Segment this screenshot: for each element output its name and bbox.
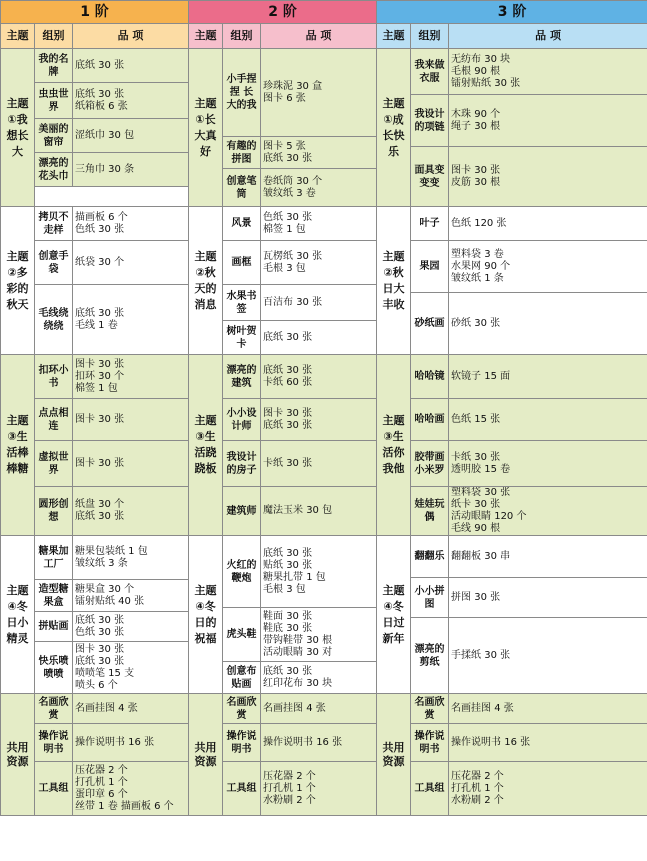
items-cell [449,95,647,147]
items-cell [449,147,647,207]
item-line: 操作说明书 16 张 [75,736,155,748]
theme-cell: 主题①我想长大 [1,49,35,207]
item-line: 打孔机 1 个 [451,782,504,794]
group-cell: 毛线绕绕绕 [35,285,73,355]
item-line: 色纸 30 张 [263,211,313,223]
item-line: 打孔机 1 个 [263,782,316,794]
item-line: 木珠 90 个 [451,108,501,120]
group-cell: 扣环小书 [35,355,73,399]
item-line: 图卡 30 张 [75,358,125,370]
item-line: 毛线 90 根 [451,523,501,534]
group-cell: 快乐喷喷喷 [35,642,73,694]
group-cell: 叶子 [411,207,449,241]
group-cell: 娃娃玩偶 [411,487,449,536]
item-line: 皮筋 30 根 [451,176,501,188]
item-line: 水粉刷 2 个 [451,794,504,806]
col-group: 组别 [35,24,73,49]
group-cell: 面具变变变 [411,147,449,207]
item-line: 活动眼睛 120 个 [451,511,527,522]
group-cell: 名画欣赏 [223,694,261,724]
item-line: 底纸 30 张 [75,307,125,319]
item-line: 涩纸巾 30 包 [75,129,135,141]
item-line: 图卡 5 张 [263,140,306,152]
items-cell [449,207,647,241]
item-line: 图卡 30 张 [75,643,125,655]
items-cell [449,694,647,724]
item-line: 底纸 30 张 [263,547,313,559]
theme-cell: 主题②多彩的秋天 [1,207,35,355]
item-line: 操作说明书 16 张 [263,736,343,748]
items-cell [449,355,647,399]
group-cell: 糖果加工厂 [35,536,73,580]
item-line: 毛根 90 根 [451,65,501,77]
group-cell: 拷贝不走样 [35,207,73,241]
item-line: 色纸 120 张 [451,217,507,229]
group-cell: 哈哈画 [411,399,449,441]
item-line: 色纸 15 张 [451,413,501,425]
group-cell: 圆形创想 [35,487,73,536]
item-line: 红印花布 30 块 [263,677,333,689]
items-cell [73,83,189,119]
item-line: 塑料袋 30 张 [451,487,511,498]
items-cell [73,580,189,612]
items-cell [261,441,377,487]
item-line: 图卡 30 张 [451,164,501,176]
item-line: 喷头 6 个 [75,679,118,691]
group-cell: 虫虫世界 [35,83,73,119]
item-line: 皱纹纸 1 条 [451,272,504,284]
items-cell [449,618,647,694]
theme-cell: 主题②秋日大丰收 [377,207,411,355]
item-line: 底纸 30 张 [75,511,125,522]
item-line: 翻翻板 30 串 [451,550,511,562]
items-cell [261,207,377,241]
item-line: 压花器 2 个 [263,770,316,782]
level-3-header: 3 阶 [377,1,647,24]
col-items: 品 项 [261,24,377,49]
group-cell: 漂亮的花头巾 [35,153,73,187]
group-cell: 工具组 [223,762,261,816]
item-line: 纸卡 30 张 [451,499,501,510]
item-line: 毛线 1 卷 [75,319,118,331]
col-items: 品 项 [73,24,189,49]
items-cell [449,487,647,536]
items-cell [449,49,647,95]
item-line: 纸箱板 6 张 [75,100,128,112]
group-cell: 胶带画小米罗 [411,441,449,487]
group-cell: 水果书签 [223,285,261,321]
item-line: 皱纹纸 3 条 [75,557,128,569]
col-theme: 主题 [377,24,411,49]
items-cell [73,285,189,355]
theme-cell: 共用资源 [377,694,411,816]
item-line: 塑料袋 3 卷 [451,248,504,260]
item-line: 卡纸 30 张 [451,451,501,463]
group-cell: 名画欣赏 [411,694,449,724]
items-cell [73,49,189,83]
items-cell [261,724,377,762]
items-cell [261,137,377,169]
item-line: 带钩鞋带 30 根 [263,634,333,646]
items-cell [261,169,377,207]
group-cell: 我来做衣服 [411,49,449,95]
level-1-header: 1 阶 [1,1,189,24]
item-line: 卡纸 60 张 [263,376,313,388]
group-cell: 创意布贴画 [223,662,261,694]
item-line: 贴纸 30 张 [263,559,313,571]
item-line: 百洁布 30 张 [263,296,323,308]
group-cell: 砂纸画 [411,293,449,355]
item-line: 透明胶 15 卷 [451,463,511,475]
items-cell [449,441,647,487]
item-line: 描画板 6 个 [75,211,128,223]
item-line: 镭射贴纸 40 张 [75,595,145,607]
items-cell [73,207,189,241]
group-cell: 小小拼图 [411,578,449,618]
item-line: 珍珠泥 30 盒 [263,80,323,92]
group-cell: 小手捏捏 长大的我 [223,49,261,137]
group-cell: 操作说明书 [223,724,261,762]
item-line: 压花器 2 个 [75,764,128,776]
item-line: 底纸 30 张 [263,331,313,343]
group-cell: 拼贴画 [35,612,73,642]
group-cell: 火红的鞭炮 [223,536,261,608]
group-cell: 创意手袋 [35,241,73,285]
items-cell [261,662,377,694]
items-cell [449,762,647,816]
item-line: 卡纸 30 张 [263,457,313,469]
group-cell: 有趣的拼图 [223,137,261,169]
items-cell [449,578,647,618]
items-cell [261,399,377,441]
items-cell [261,49,377,137]
col-group: 组别 [223,24,261,49]
item-line: 丝带 1 卷 描画板 6 个 [75,800,174,812]
item-line: 无纺布 30 块 [451,53,511,65]
item-line: 糖果扎带 1 包 [263,571,326,583]
group-cell: 小小设计师 [223,399,261,441]
theme-cell: 主题④冬日的祝福 [189,536,223,694]
item-line: 鞋底 30 张 [263,622,313,634]
items-cell [73,355,189,399]
item-line: 卷纸筒 30 个 [263,175,323,187]
level-2-header: 2 阶 [189,1,377,24]
theme-cell: 主题③生活跷跷板 [189,355,223,536]
item-line: 手揉纸 30 张 [451,649,511,661]
theme-cell: 主题④冬日小精灵 [1,536,35,694]
item-line: 扣环 30 个 [75,370,125,382]
theme-cell: 主题④冬日过新年 [377,536,411,694]
item-line: 软镜子 15 面 [451,370,511,382]
item-line: 图卡 30 张 [75,457,125,469]
group-cell: 哈哈镜 [411,355,449,399]
group-cell: 点点相连 [35,399,73,441]
item-line: 棉签 1 包 [75,382,118,394]
item-line: 喷喷笔 15 支 [75,667,135,679]
group-cell: 果园 [411,241,449,293]
group-cell: 我设计的项链 [411,95,449,147]
item-line: 镭射贴纸 30 张 [451,77,521,89]
group-cell: 名画欣赏 [35,694,73,724]
items-cell [73,241,189,285]
item-line: 毛根 3 包 [263,583,306,595]
item-line: 纸盘 30 个 [75,499,125,510]
items-cell [449,241,647,293]
items-cell [261,608,377,662]
col-items: 品 项 [449,24,647,49]
item-line: 底纸 30 张 [263,419,313,431]
item-line: 三角巾 30 条 [75,163,135,175]
items-cell [449,536,647,578]
item-line: 打孔机 1 个 [75,776,128,788]
group-cell: 工具组 [411,762,449,816]
items-cell [73,724,189,762]
item-line: 图卡 6 张 [263,92,306,104]
item-line: 名画挂图 4 张 [263,702,326,714]
item-line: 水果网 90 个 [451,260,511,272]
items-cell [261,536,377,608]
item-line: 图卡 30 张 [263,407,313,419]
item-line: 拼图 30 张 [451,591,501,603]
item-line: 魔法玉米 30 包 [263,505,333,516]
item-line: 操作说明书 16 张 [451,736,531,748]
group-cell: 漂亮的建筑 [223,355,261,399]
items-cell [261,321,377,355]
item-line: 棉签 1 包 [263,223,306,235]
item-line: 名画挂图 4 张 [451,702,514,714]
group-cell: 操作说明书 [411,724,449,762]
item-line: 皱纹纸 3 卷 [263,187,316,199]
item-line: 名画挂图 4 张 [75,702,138,714]
items-cell [73,536,189,580]
item-line: 底纸 30 张 [75,88,125,100]
group-cell: 虚拟世界 [35,441,73,487]
col-theme: 主题 [1,24,35,49]
item-line: 鞋面 30 张 [263,610,313,622]
items-cell [73,694,189,724]
col-group: 组别 [411,24,449,49]
item-line: 底纸 30 张 [75,614,125,626]
items-cell [73,487,189,536]
items-cell [73,612,189,642]
items-cell [261,487,377,536]
group-cell: 我的名牌 [35,49,73,83]
items-cell [449,399,647,441]
group-cell: 我设计的房子 [223,441,261,487]
theme-cell: 共用资源 [189,694,223,816]
item-line: 活动眼睛 30 对 [263,646,333,658]
item-line: 图卡 30 张 [75,413,125,425]
group-cell: 翻翻乐 [411,536,449,578]
item-line: 纸袋 30 个 [75,256,125,268]
items-cell [449,724,647,762]
theme-cell: 主题①成长快乐 [377,49,411,207]
item-line: 毛根 3 包 [263,262,306,274]
items-cell [73,119,189,153]
item-line: 绳子 30 根 [451,120,501,132]
item-line: 底纸 30 张 [263,665,313,677]
item-line: 蛋印章 6 个 [75,788,128,800]
theme-cell: 主题②秋天的消息 [189,207,223,355]
theme-cell: 主题③生活你我他 [377,355,411,536]
items-cell [261,285,377,321]
item-line: 水粉刷 2 个 [263,794,316,806]
group-cell: 画框 [223,241,261,285]
items-cell [261,241,377,285]
item-line: 底纸 30 张 [75,655,125,667]
items-cell [73,441,189,487]
group-cell: 美丽的窗帘 [35,119,73,153]
group-cell: 漂亮的剪纸 [411,618,449,694]
group-cell: 风景 [223,207,261,241]
group-cell: 造型糖果盒 [35,580,73,612]
group-cell: 建筑师 [223,487,261,536]
items-cell [449,293,647,355]
items-cell [73,399,189,441]
item-line: 底纸 30 张 [75,59,125,71]
item-line: 色纸 30 张 [75,626,125,638]
items-cell [73,153,189,187]
items-cell [73,642,189,694]
item-line: 瓦楞纸 30 张 [263,250,323,262]
group-cell: 树叶贺卡 [223,321,261,355]
theme-cell: 共用资源 [1,694,35,816]
item-line: 压花器 2 个 [451,770,504,782]
group-cell: 工具组 [35,762,73,816]
items-cell [73,762,189,816]
items-cell [261,355,377,399]
item-line: 糖果包装纸 1 包 [75,545,148,557]
theme-cell: 主题①长大真好 [189,49,223,207]
items-cell [261,762,377,816]
item-line: 色纸 30 张 [75,223,125,235]
group-cell: 操作说明书 [35,724,73,762]
item-line: 砂纸 30 张 [451,317,501,329]
item-line: 底纸 30 张 [263,364,313,376]
table-body [1,49,647,816]
items-cell [261,694,377,724]
item-line: 底纸 30 张 [263,152,313,164]
group-cell: 虎头鞋 [223,608,261,662]
item-line: 糖果盒 30 个 [75,583,135,595]
group-cell: 创意笔筒 [223,169,261,207]
col-theme: 主题 [189,24,223,49]
theme-cell: 主题③生活棒棒糖 [1,355,35,536]
